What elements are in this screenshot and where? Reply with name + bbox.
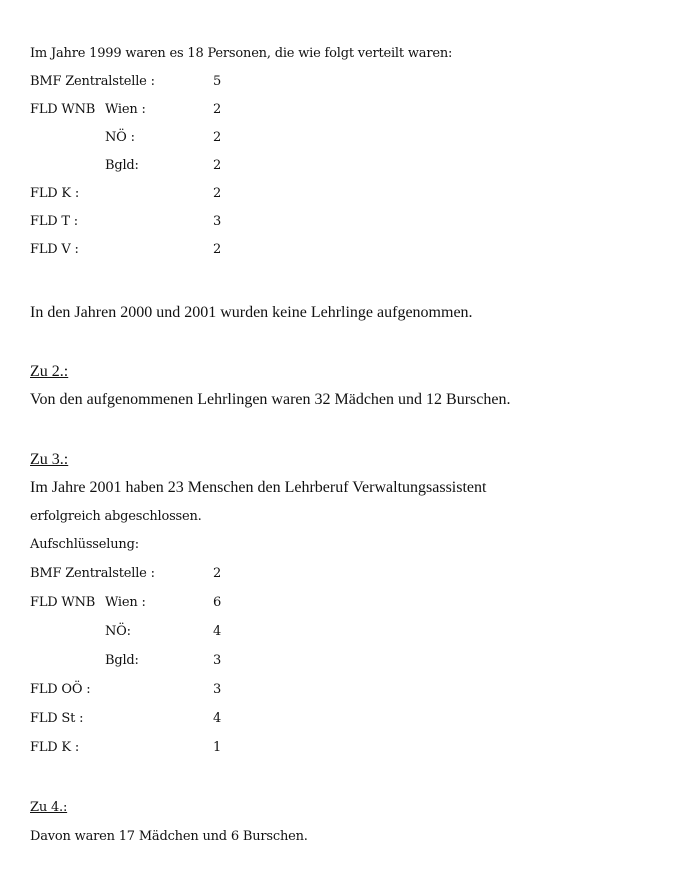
count-value: 2 xyxy=(213,158,222,173)
org-label: FLD St : xyxy=(30,711,84,726)
org-label: FLD K : xyxy=(30,186,80,201)
count-value: 3 xyxy=(213,214,222,229)
org-label: FLD WNB xyxy=(30,102,96,117)
count-value: 5 xyxy=(213,74,222,89)
sub-label: Wien : xyxy=(105,595,146,610)
sub-label: NÖ: xyxy=(105,624,131,639)
section2-heading: Zu 2.: xyxy=(30,363,69,380)
org-label: FLD K : xyxy=(30,740,80,755)
org-label: FLD OÖ : xyxy=(30,682,91,697)
count-value: 2 xyxy=(213,186,222,201)
sub-label: NÖ : xyxy=(105,130,135,145)
section3-heading: Zu 3.: xyxy=(30,451,69,468)
count-value: 2 xyxy=(213,566,222,581)
section2-text: Von den aufgenommenen Lehrlingen waren 32 Mädchen und 12 Burschen. xyxy=(30,391,511,408)
section1-note: In den Jahren 2000 und 2001 wurden keine Lehrlinge aufgenommen. xyxy=(30,304,473,321)
sub-label: Bgld: xyxy=(105,653,139,668)
count-value: 1 xyxy=(213,740,222,755)
count-value: 4 xyxy=(213,711,222,726)
org-label: BMF Zentralstelle : xyxy=(30,74,155,89)
section3-text-line1: Im Jahre 2001 haben 23 Menschen den Lehrberuf Verwaltungsassistent xyxy=(30,479,487,496)
org-label: FLD WNB xyxy=(30,595,96,610)
sub-label: Bgld: xyxy=(105,158,139,173)
org-label: FLD T : xyxy=(30,214,78,229)
sub-label: Wien : xyxy=(105,102,146,117)
count-value: 6 xyxy=(213,595,222,610)
count-value: 2 xyxy=(213,130,222,145)
section1-intro: Im Jahre 1999 waren es 18 Personen, die wie folgt verteilt waren: xyxy=(30,46,453,61)
count-value: 3 xyxy=(213,653,222,668)
count-value: 2 xyxy=(213,102,222,117)
org-label: BMF Zentralstelle : xyxy=(30,566,155,581)
count-value: 4 xyxy=(213,624,222,639)
section3-breakdown-label: Aufschlüsselung: xyxy=(30,537,139,552)
section3-text-line2: erfolgreich abgeschlossen. xyxy=(30,509,202,524)
section4-heading: Zu 4.: xyxy=(30,800,68,815)
count-value: 3 xyxy=(213,682,222,697)
count-value: 2 xyxy=(213,242,222,257)
section4-text: Davon waren 17 Mädchen und 6 Burschen. xyxy=(30,829,308,844)
org-label: FLD V : xyxy=(30,242,79,257)
